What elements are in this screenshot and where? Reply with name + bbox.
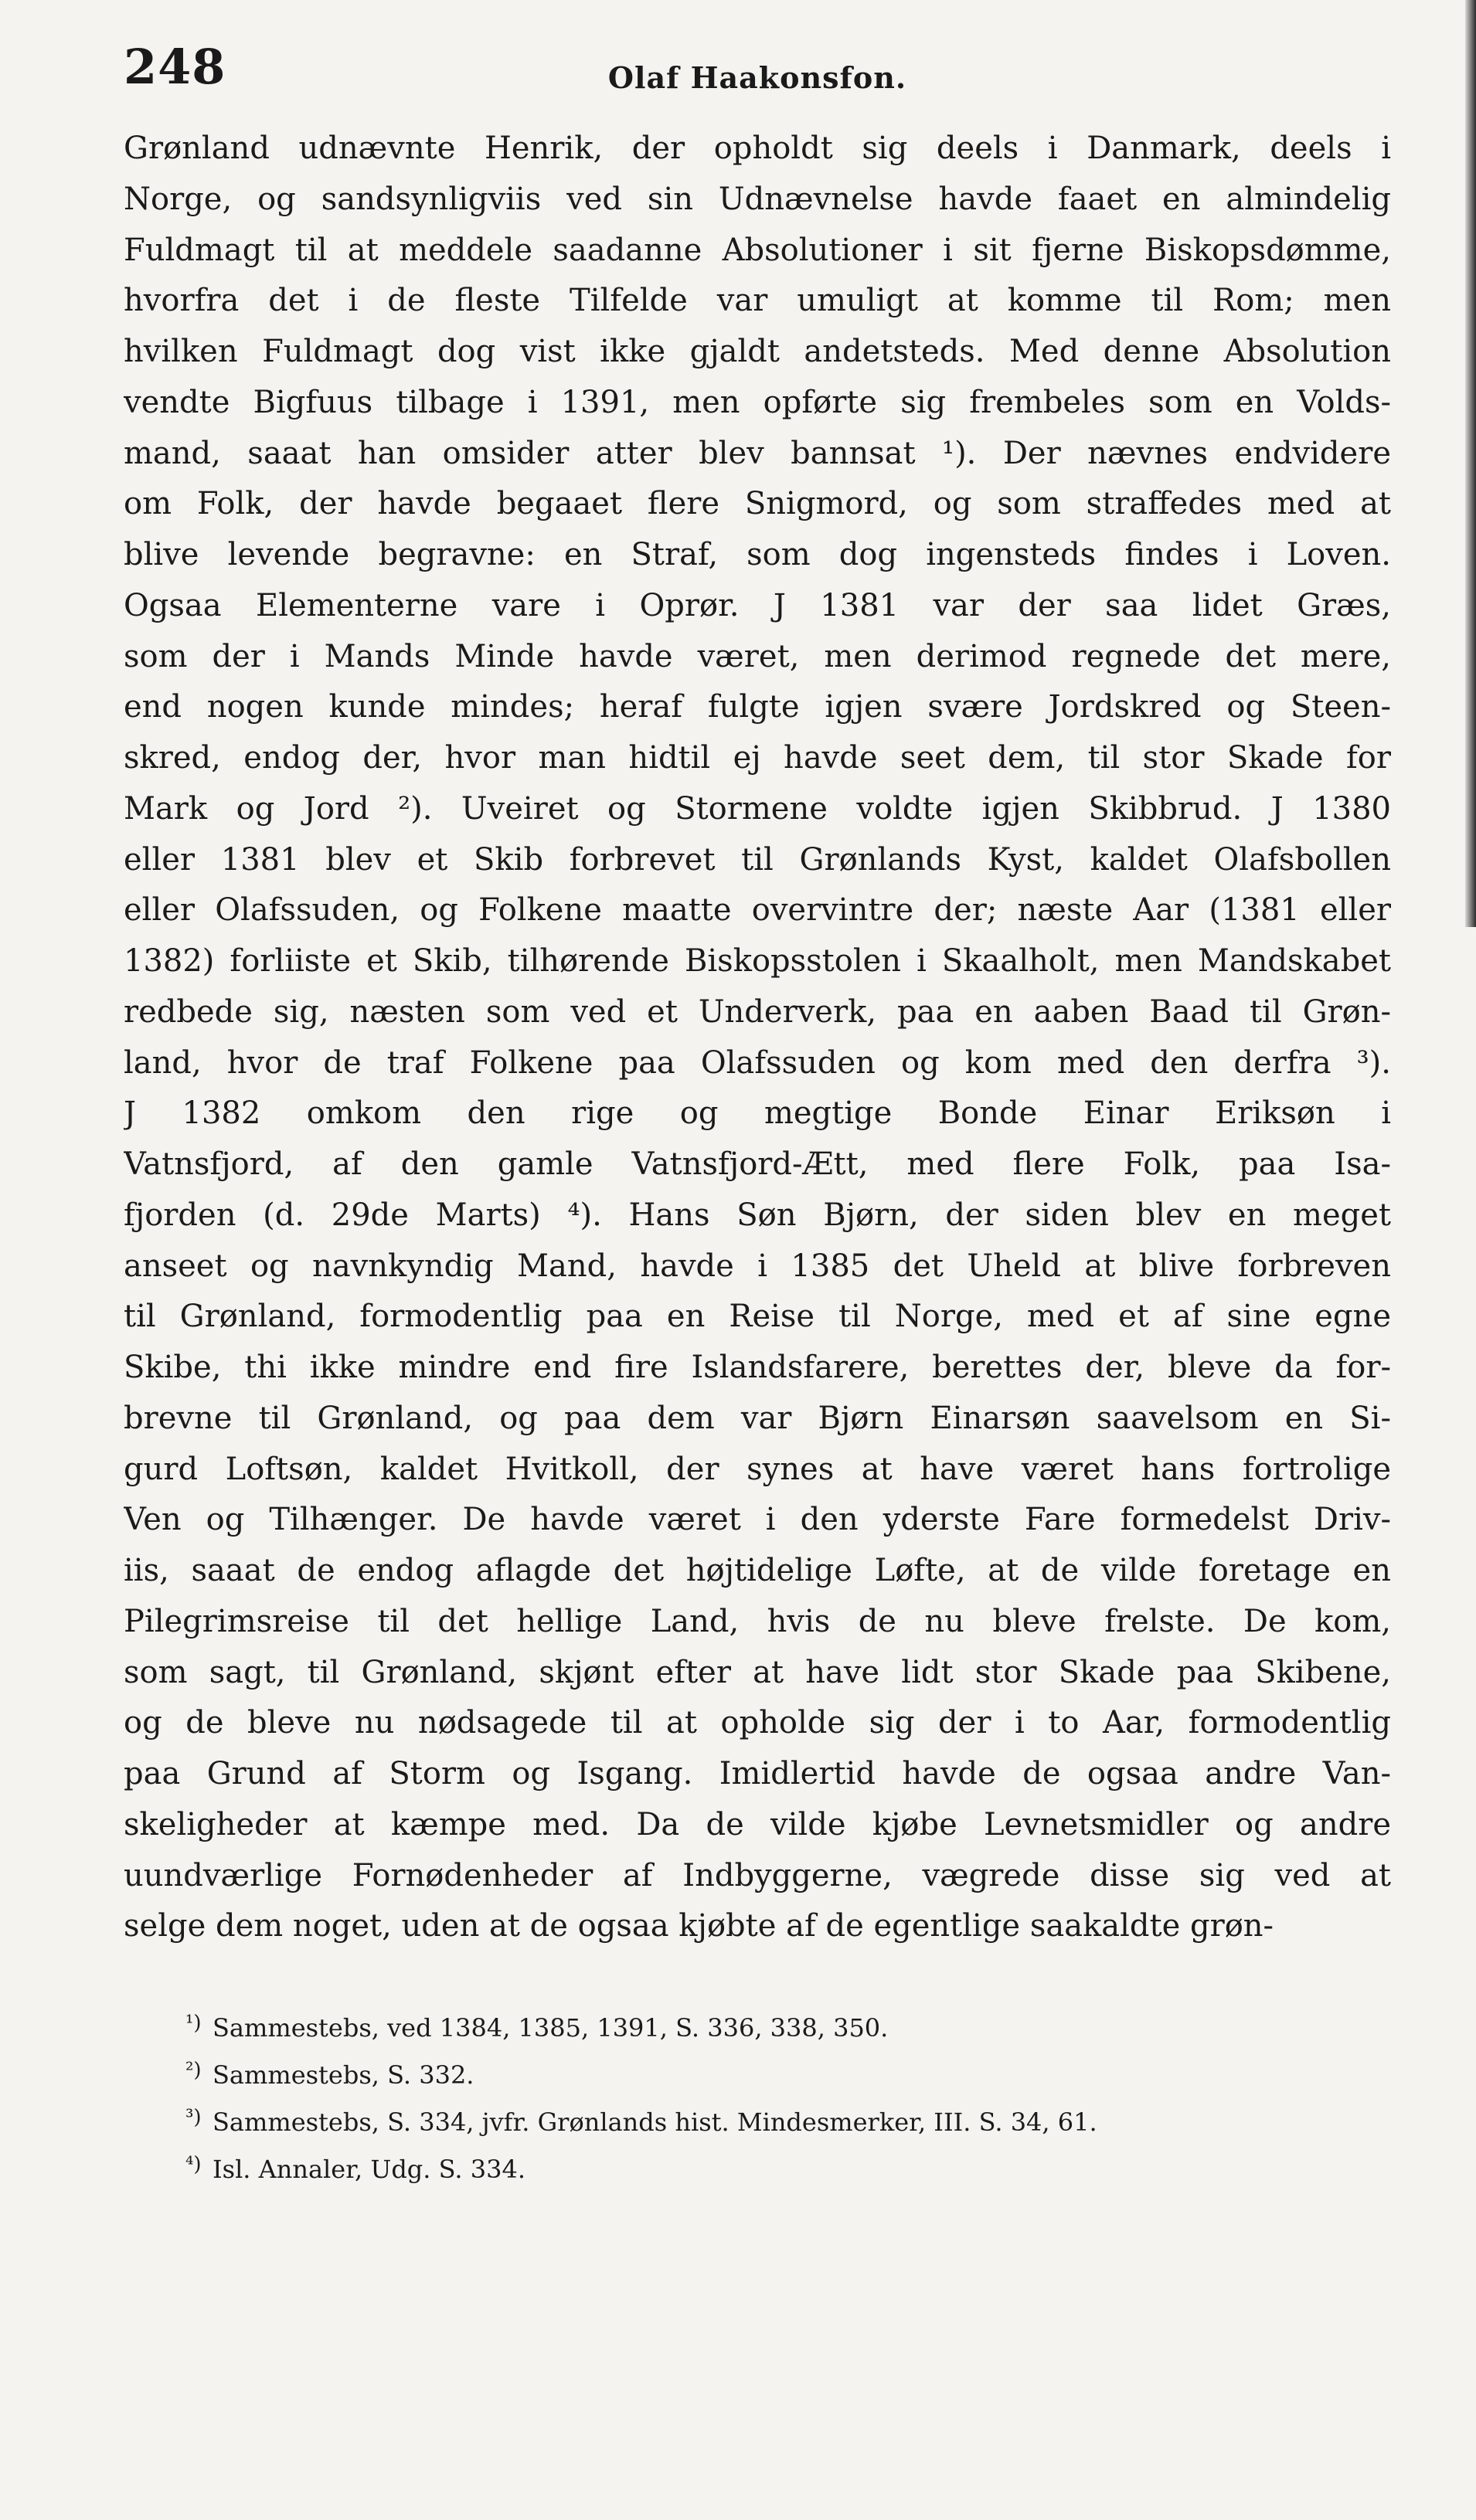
text-line: Ogsaa Elementerne vare i Oprør. J 1381 var der saa lidet Græs, (124, 587, 1391, 623)
text-line: redbede sig, næsten som ved et Underverk, paa en aaben Baad til Grøn- (124, 993, 1391, 1030)
page-edge-shadow (1465, 0, 1476, 927)
page-number: 248 (124, 39, 226, 95)
text-line: som der i Mands Minde havde været, men derimod regnede det mere, (124, 638, 1391, 674)
footnote-text: Sammestebs, S. 334, jvfr. Grønlands hist. Mindesmerker, III. S. 34, 61. (213, 2107, 1097, 2137)
running-head: Olaf Haakonsfon. (607, 60, 907, 95)
text-line: som sagt, til Grønland, skjønt efter at have lidt stor Skade paa Skibene, (124, 1654, 1391, 1690)
text-line: Grønland udnævnte Henrik, der opholdt sig deels i Danmark, deels i (124, 131, 1391, 166)
text-line: vendte Bigfuus tilbage i 1391, men opførte sig frembeles som en Volds- (124, 384, 1391, 420)
footnote (124, 2005, 1391, 2052)
text-line: mand, saaat han omsider atter blev bannsat ¹). Der nævnes endvidere (124, 435, 1391, 471)
page-header (124, 31, 1391, 108)
text-line: blive levende begravne: en Straf, som dog ingensteds findes i Loven. (124, 537, 1391, 572)
text-line: om Folk, der havde begaaet flere Snigmord, og som straffedes med at (124, 486, 1391, 522)
text-line: 1382) forliiste et Skib, tilhørende Biskopsstolen i Skaalholt, men Mandskabet (124, 943, 1391, 979)
text-line: brevne til Grønland, og paa dem var Bjørn Einarsøn saavelsom en Si- (124, 1400, 1391, 1436)
text-line: iis, saaat de endog aflagde det højtidelige Løfte, at de vilde foretage en (124, 1553, 1391, 1588)
text-line: end nogen kunde mindes; heraf fulgte igjen svære Jordskred og Steen- (124, 689, 1391, 725)
footnote (124, 2099, 1391, 2146)
text-line: Ven og Tilhænger. De havde været i den yderste Fare formedelst Driv- (124, 1502, 1391, 1538)
text-line: hvilken Fuldmagt dog vist ikke gjaldt andetsteds. Med denne Absolution (124, 334, 1391, 369)
text-line: Pilegrimsreise til det hellige Land, hvis de nu bleve frelste. De kom, (124, 1603, 1391, 1639)
text-line: land, hvor de traf Folkene paa Olafssuden og kom med den derfra ³). (124, 1044, 1391, 1081)
text-line: Vatnsfjord, af den gamle Vatnsfjord-Ætt, med flere Folk, paa Isa- (124, 1146, 1391, 1182)
text-line: Fuldmagt til at meddele saadanne Absolutioner i sit fjerne Biskopsdømme, (124, 232, 1391, 268)
text-line: skeligheder at kæmpe med. Da de vilde kjøbe Levnetsmidler og andre (124, 1806, 1391, 1842)
footnote-text: Sammestebs, S. 332. (213, 2060, 474, 2090)
footnotes (124, 2005, 1391, 2193)
text-line: paa Grund af Storm og Isgang. Imidlertid havde de ogsaa andre Van- (124, 1756, 1391, 1792)
footnote (124, 2146, 1391, 2193)
body-text (124, 124, 1391, 1952)
footnote-text: Isl. Annaler, Udg. S. 334. (213, 2155, 525, 2184)
text-line: gurd Loftsøn, kaldet Hvitkoll, der synes at have været hans fortrolige (124, 1451, 1391, 1487)
text-line: Norge, og sandsynligviis ved sin Udnævnelse havde faaet en almindelig (124, 181, 1391, 217)
text-line: eller 1381 blev et Skib forbrevet til Grønlands Kyst, kaldet Olafsbollen (124, 841, 1391, 878)
footnote (124, 2052, 1391, 2099)
text-line: eller Olafssuden, og Folkene maatte overvintre der; næste Aar (1381 eller (124, 892, 1391, 929)
footnote-text: Sammestebs, ved 1384, 1385, 1391, S. 336, 338, 350. (213, 2013, 889, 2043)
text-line: til Grønland, formodentlig paa en Reise til Norge, med et af sine egne (124, 1299, 1391, 1335)
text-line: uundværlige Fornødenheder af Indbyggerne, vægrede disse sig ved at (124, 1857, 1391, 1893)
text-line: Skibe, thi ikke mindre end fire Islandsfarere, berettes der, bleve da for- (124, 1350, 1391, 1385)
text-line: selge dem noget, uden at de ogsaa kjøbte af de egentlige saakaldte grøn- (124, 1908, 1274, 1944)
text-line: skred, endog der, hvor man hidtil ej havde seet dem, til stor Skade for (124, 740, 1391, 776)
text-line: anseet og navnkyndig Mand, havde i 1385 det Uheld at blive forbreven (124, 1248, 1391, 1284)
text-line: Mark og Jord ²). Uveiret og Stormene voldte igjen Skibbrud. J 1380 (124, 790, 1391, 827)
footnote-marker: ³) (185, 2106, 202, 2129)
footnote-marker: ¹) (185, 2012, 202, 2035)
text-line: og de bleve nu nødsagede til at opholde sig der i to Aar, formodentlig (124, 1705, 1391, 1741)
text-line: hvorfra det i de fleste Tilfelde var umuligt at komme til Rom; men (124, 283, 1391, 319)
text-line: J 1382 omkom den rige og megtige Bonde Einar Eriksøn i (124, 1095, 1391, 1132)
text-line: fjorden (d. 29de Marts) ⁴). Hans Søn Bjørn, der siden blev en meget (124, 1197, 1391, 1233)
footnote-marker: ⁴) (185, 2153, 202, 2176)
footnote-marker: ²) (185, 2059, 202, 2082)
